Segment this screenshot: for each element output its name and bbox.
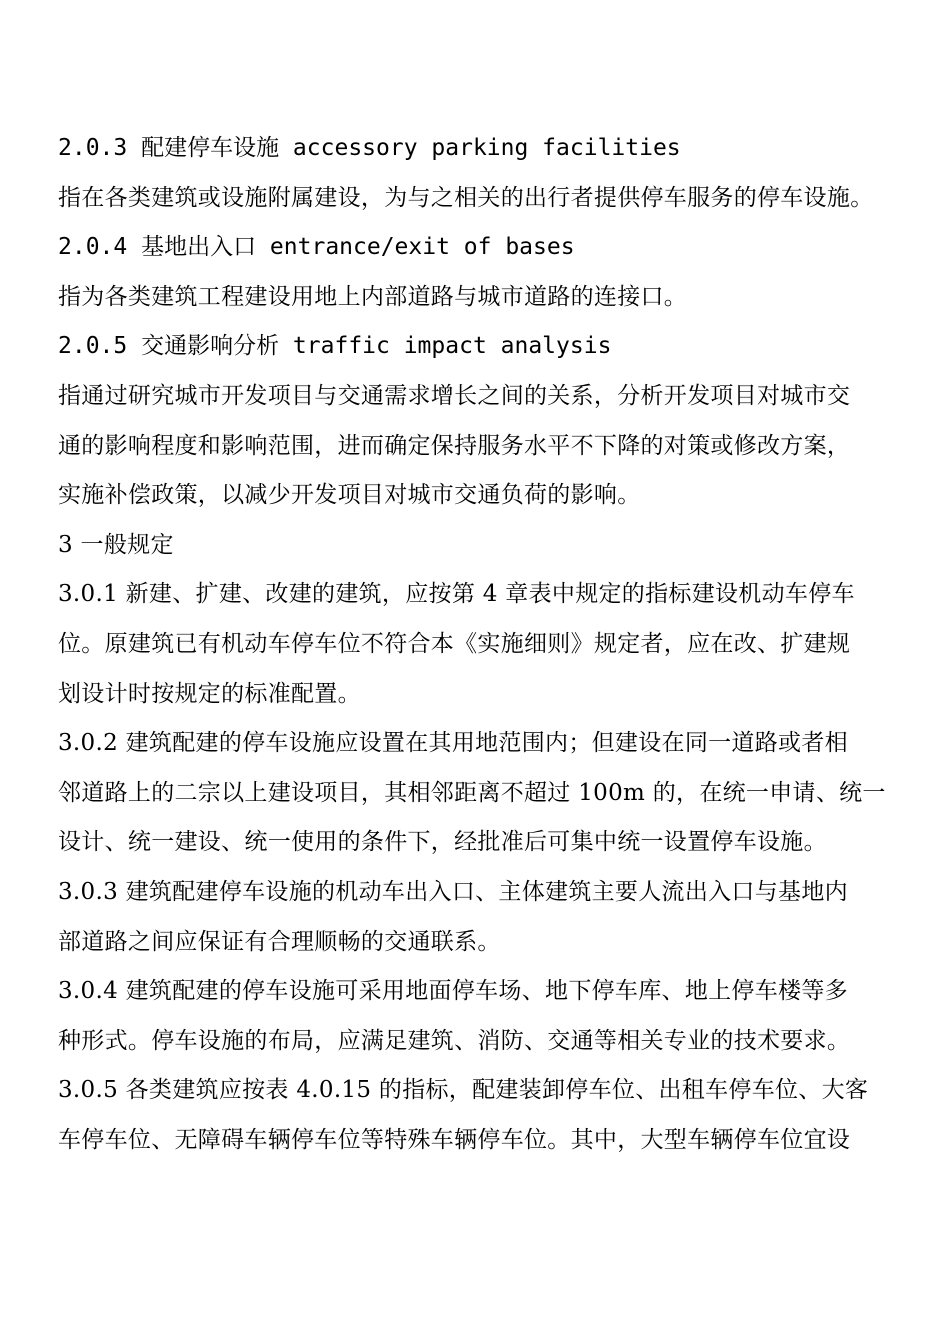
clause-3-0-4-line-2: 种形式。停车设施的布局，应满足建筑、消防、交通等相关专业的技术要求。: [58, 1027, 851, 1054]
clause-3-0-5-line-1: 3.0.5 各类建筑应按表 4.0.15 的指标，配建装卸停车位、出租车停车位、大客: [58, 1077, 869, 1104]
term-heading-2-0-4: 2.0.4 基地出入口 entrance/exit of bases: [58, 234, 575, 261]
clause-3-0-1-line-2: 位。原建筑已有机动车停车位不符合本《实施细则》规定者，应在改、扩建规: [58, 630, 851, 657]
section-heading-3: 3 一般规定: [58, 531, 174, 558]
term-definition-2-0-5-line-3: 实施补偿政策，以减少开发项目对城市交通负荷的影响。: [58, 482, 641, 509]
term-definition-2-0-3: 指在各类建筑或设施附属建设，为与之相关的出行者提供停车服务的停车设施。: [58, 184, 874, 211]
term-definition-2-0-5-line-1: 指通过研究城市开发项目与交通需求增长之间的关系，分析开发项目对城市交: [58, 382, 851, 409]
clause-3-0-2-line-2: 邻道路上的二宗以上建设项目，其相邻距离不超过 100m 的，在统一申请、统一: [58, 779, 886, 806]
clause-3-0-2-line-1: 3.0.2 建筑配建的停车设施应设置在其用地范围内；但建设在同一道路或者相: [58, 730, 848, 757]
clause-3-0-3-line-2: 部道路之间应保证有合理顺畅的交通联系。: [58, 928, 501, 955]
clause-3-0-1-line-1: 3.0.1 新建、扩建、改建的建筑，应按第 4 章表中规定的指标建设机动车停车: [58, 581, 855, 608]
term-heading-2-0-3: 2.0.3 配建停车设施 accessory parking facilities: [58, 135, 681, 161]
clause-3-0-1-line-3: 划设计时按规定的标准配置。: [58, 680, 361, 707]
clause-3-0-2-line-3: 设计、统一建设、统一使用的条件下，经批准后可集中统一设置停车设施。: [58, 829, 827, 856]
term-heading-2-0-5: 2.0.5 交通影响分析 traffic impact analysis: [58, 333, 612, 360]
term-definition-2-0-5-line-2: 通的影响程度和影响范围，进而确定保持服务水平不下降的对策或修改方案，: [58, 432, 851, 459]
clause-3-0-4-line-1: 3.0.4 建筑配建的停车设施可采用地面停车场、地下停车库、地上停车楼等多: [58, 978, 848, 1005]
clause-3-0-5-line-2: 车停车位、无障碍车辆停车位等特殊车辆停车位。其中，大型车辆停车位宜设: [58, 1126, 851, 1153]
term-definition-2-0-4: 指为各类建筑工程建设用地上内部道路与城市道路的连接口。: [58, 283, 688, 310]
document-body: [58, 124, 938, 1165]
clause-3-0-3-line-1: 3.0.3 建筑配建停车设施的机动车出入口、主体建筑主要人流出入口与基地内: [58, 878, 848, 905]
